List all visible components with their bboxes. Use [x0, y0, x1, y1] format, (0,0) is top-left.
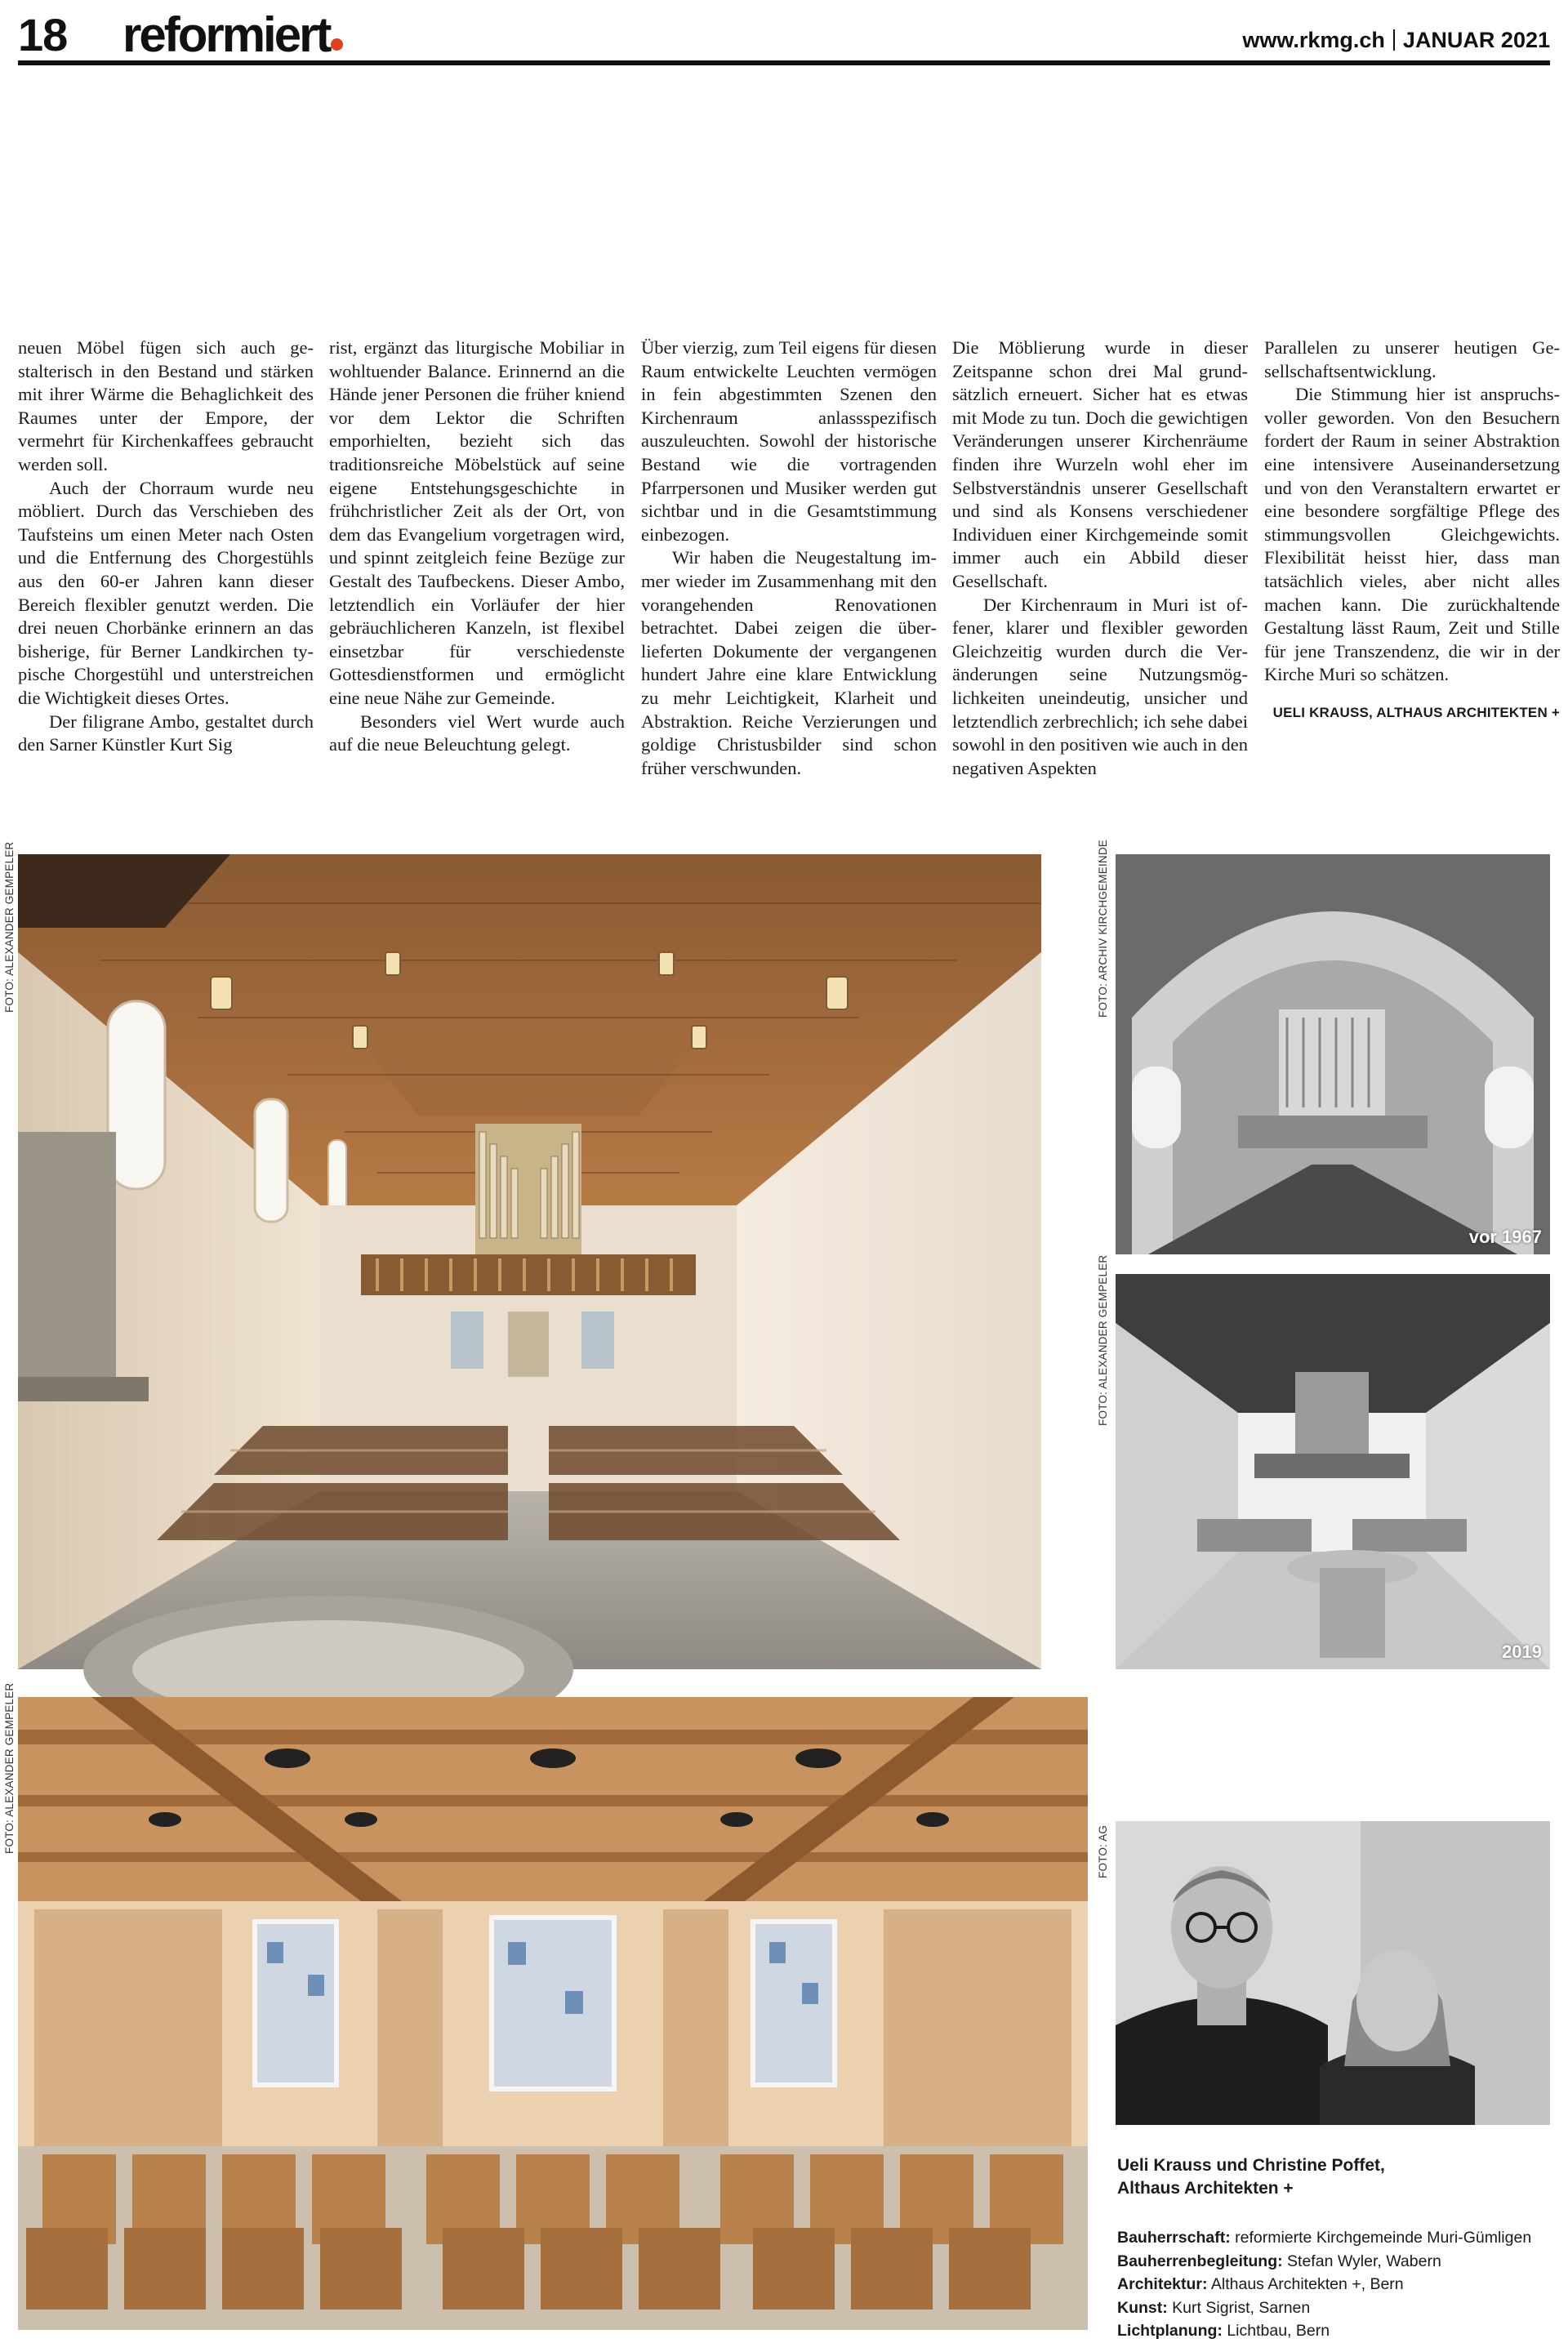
credit-row: Lichtplanung: Lichtbau, Bern	[1117, 2322, 1330, 2340]
architects-portrait-photo	[1116, 1821, 1550, 2125]
paragraph: Wir haben die Neugestaltung immer wieder im Zusammenhang mit den vorangehenden Renovationen betrachtet. Dabei zeigen die überlieferten Dokumente der vergangenen hundert Jahre eine klare Entwicklung zu mehr Leichtigkeit, Klarheit und Abstraktion. Reiche Verzierungen und goldige Christusbilder sind schon früher verschwunden.	[641, 547, 937, 778]
paragraph: Die Möblierung wurde in dieser Zeitspanne schon drei Mal grundsätzlich erneuert. Sicher hat es etwas mit Mode zu tun. Doch die gewichtigen Veränderungen unserer Kirchenräume finden ihre Wurzeln wohl eher im Selbstverständnis unserer Gesellschaft und sind als Konsens verschiedener Individuen einer Kirchgemeinde somit immer auch ein Abbild dieser Gesellschaft.	[952, 337, 1248, 591]
credit-row: Bauherrenbegleitung: Stefan Wyler, Wabern	[1117, 2252, 1441, 2270]
text-column-5	[1264, 336, 1560, 725]
archive-church-illustration	[1116, 854, 1550, 1254]
photo-credit: FOTO: ALEXANDER GEMPELER	[1097, 1254, 1109, 1426]
masthead-text: reformiert	[122, 7, 330, 62]
photo-credit: FOTO: AG	[1097, 1824, 1109, 1878]
paragraph: Parallelen zu unserer heutigen Gesellschaftsentwicklung.	[1264, 337, 1560, 381]
page-number: 18	[18, 9, 68, 60]
church-interior-illustration	[18, 854, 1041, 1669]
bw-photo-2019	[1116, 1274, 1550, 1669]
header-meta	[1242, 28, 1550, 53]
website-link[interactable]: www.rkmg.ch	[1242, 28, 1385, 52]
bw-church-2019-illustration	[1116, 1274, 1550, 1669]
portrait-illustration	[1116, 1821, 1550, 2125]
text-column-1	[18, 336, 314, 757]
credit-row: Kunst: Kurt Sigrist, Sarnen	[1117, 2298, 1311, 2317]
photo-year-label: vor 1967	[1468, 1227, 1542, 1247]
parish-hall-illustration	[18, 1697, 1088, 2330]
issue-date: JANUAR 2021	[1402, 28, 1550, 52]
text-column-2	[329, 336, 625, 757]
paragraph: Der filigrane Ambo, gestaltet durch den Sarner Künstler Kurt Sig	[18, 710, 314, 755]
portrait-caption	[1117, 2154, 1550, 2200]
photo-year-label: 2019	[1502, 1641, 1542, 1662]
text-column-4	[952, 336, 1248, 780]
masthead-logo	[122, 7, 343, 63]
church-interior-photo	[18, 854, 1041, 1669]
paragraph: Der Kirchenraum in Muri ist offener, klarer und flexibler geworden Gleichzeitig wurden durch die Veränderungen seine Nutzungsmöglichkeiten uneindeutig, unsicher und letztendlich zerbrechlich; ich sehe dabei sowohl in den positiven wie auch in den negativen Aspekten	[952, 594, 1248, 778]
paragraph: Besonders viel Wert wurde auch auf die neue Beleuchtung gelegt.	[329, 710, 625, 755]
paragraph: neuen Möbel fügen sich auch gestalterisch in den Bestand und stärken mit ihrer Wärme die Behaglichkeit des Raumes unter der Empore, der vermehrt für Kirchenkaffees gebraucht werden soll.	[18, 337, 314, 474]
photo-credit: FOTO: ARCHIV KIRCHGEMEINDE	[1097, 840, 1109, 1018]
paragraph: Die Stimmung hier ist anspruchsvoller geworden. Von den Besuchern fordert der Raum in seiner Abstraktion eine intensivere Auseinandersetzung und von den Veranstaltern erwartet er eine besondere sorgfältige Pflege des stimmungsvollen Gleichgewichts. Flexibilität heisst hier, dass man tatsächlich vieles, aber nicht alles machen kann. Die zurückhaltende Gestaltung lässt Raum, Zeit und Stille für jene Transzendenz, die wir in der Kirche Muri so schätzen.	[1264, 384, 1560, 685]
credit-row: Architektur: Althaus Architekten +, Bern	[1117, 2275, 1404, 2293]
masthead-dot-icon	[331, 38, 343, 51]
paragraph: rist, ergänzt das liturgische Mobiliar in wohltuender Balance. Erinnernd an die Hände jener Personen die früher kniend vor dem Lektor die Schriften emporhielten, bezieht sich das traditionsreiche Möbelstück auf seine eigene Entstehungsgeschichte in frühchristlicher Zeit als der Ort, von dem das Evangelium vorgetragen wird, und spinnt zeitgleich feine Bezüge zur Gestalt des Taufbeckens. Dieser Ambo, letztendlich ein Vorläufer der hier gebräuchlicheren Kanzeln, ist flexibel einsetzbar für verschiedenste Gottesdienstformen und ermöglicht eine neue Nähe zur Gemeinde.	[329, 337, 625, 708]
caption-line: Ueli Krauss und Christine Poffet,	[1117, 2156, 1385, 2175]
header-divider	[1393, 29, 1395, 51]
parish-hall-photo	[18, 1697, 1088, 2330]
credit-row: Bauherrschaft: reformierte Kirchgemeinde Muri-Gümligen	[1117, 2229, 1532, 2247]
caption-line: Althaus Architekten +	[1117, 2179, 1294, 2198]
page-header	[18, 7, 1550, 65]
photo-credit: FOTO: ALEXANDER GEMPELER	[3, 1682, 16, 1854]
text-column-3	[641, 336, 937, 780]
project-credits	[1117, 2226, 1558, 2343]
author-byline: UELI KRAUSS, ALTHAUS ARCHITEKTEN +	[1272, 704, 1560, 720]
archive-photo-before-1967	[1116, 854, 1550, 1254]
paragraph: Auch der Chorraum wurde neu möbliert. Durch das Verschieben des Taufsteins um einen Meter nach Osten und die Entfernung des Chorgestühls aus den 60-er Jahren kann dieser Bereich flexibler genutzt werden. Die drei neuen Chorbänke erinnern an das bisherige, für Berner Landkirchen typische Chorgestühl und unterstreichen die Wichtigkeit dieses Ortes.	[18, 477, 314, 708]
paragraph: Über vierzig, zum Teil eigens für diesen Raum entwickelte Leuchten vermögen in fein abgestimmten Szenen den Kirchenraum anlassspezifisch auszuleuchten. Sowohl der historische Bestand wie die vortragenden Pfarrpersonen und Musiker werden gut sichtbar und in die Gesamtstimmung einbezogen.	[641, 337, 937, 545]
photo-credit: FOTO: ALEXANDER GEMPELER	[3, 841, 16, 1013]
